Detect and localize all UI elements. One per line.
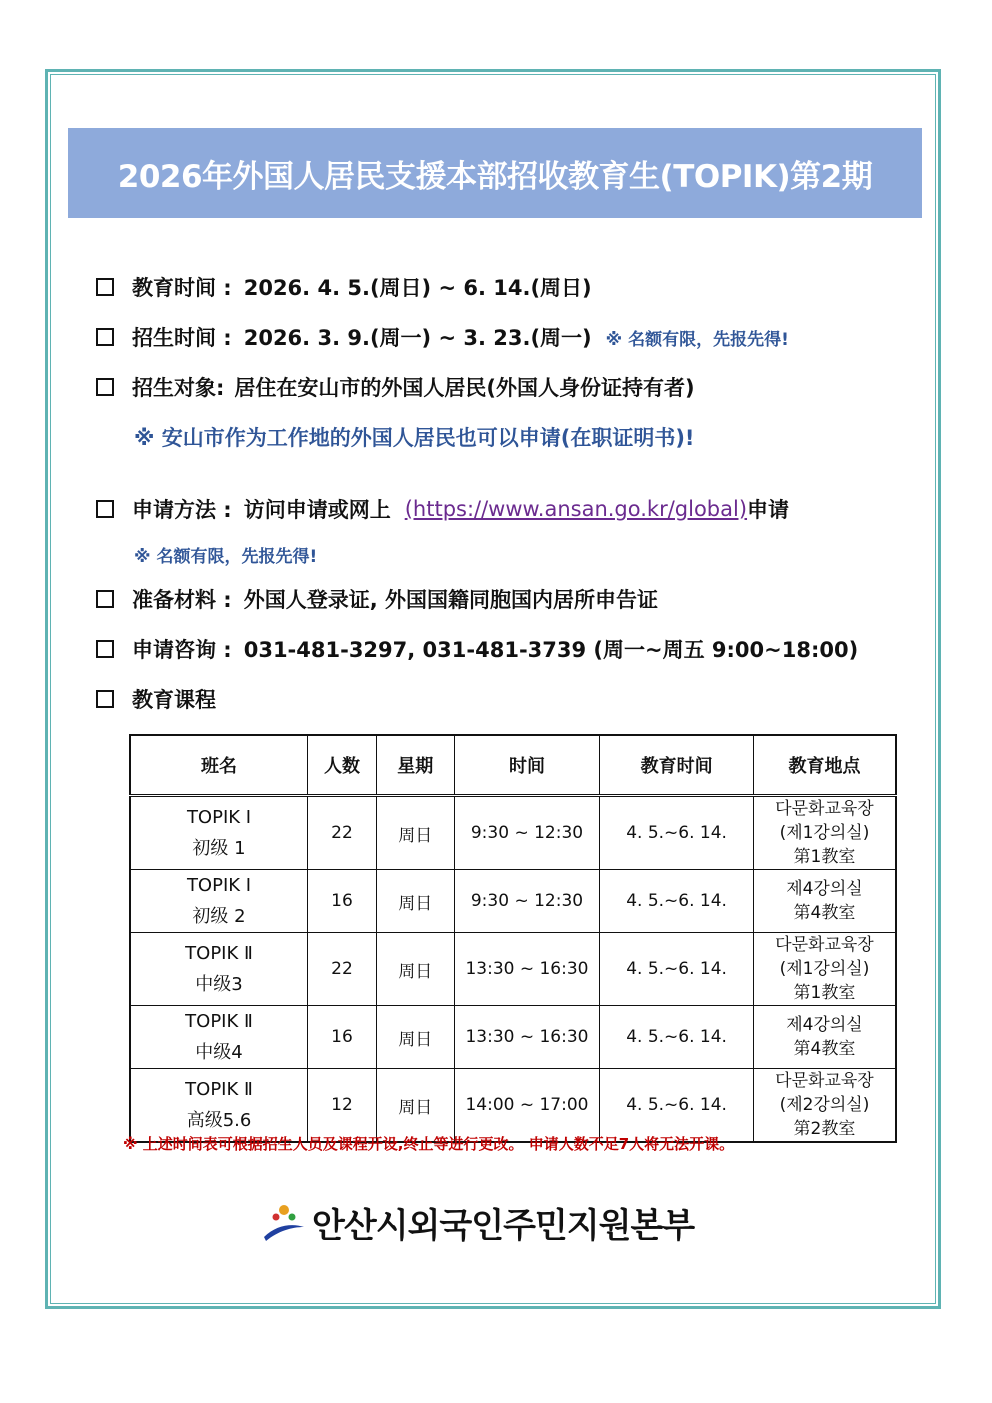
- item-label: 申请方法 :: [132, 498, 232, 522]
- cell-period: 4. 5.~6. 14.: [600, 870, 754, 933]
- header-count: 人数: [308, 735, 377, 796]
- place-room: 第1教室: [793, 983, 856, 1003]
- class-level: TOPIK Ⅱ: [185, 943, 253, 964]
- class-grade: 中级4: [195, 1042, 243, 1063]
- place-line: 다문화교육장: [775, 1071, 874, 1091]
- cell-period: 4. 5.~6. 14.: [600, 933, 754, 1006]
- place-line: 제4강의실: [786, 1015, 863, 1035]
- cell-count: 12: [308, 1069, 377, 1143]
- cell-day: 周日: [376, 933, 454, 1006]
- cell-count: 16: [308, 1006, 377, 1069]
- place-room: 第2教室: [793, 1119, 856, 1139]
- item-label: 教育时间 :: [132, 276, 232, 300]
- place-line: (제1강의실): [779, 959, 870, 979]
- item-value: 居住在安山市的外国人居民(外国人身份证持有者): [234, 376, 695, 400]
- item-enroll-time: [96, 322, 789, 352]
- website-link[interactable]: (https://www.ansan.go.kr/global): [404, 497, 748, 521]
- item-note: ※ 名额有限，先报先得!: [605, 329, 789, 350]
- checkbox-icon: [96, 590, 114, 608]
- cell-period: 4. 5.~6. 14.: [600, 796, 754, 870]
- class-level: TOPIK Ⅰ: [186, 807, 252, 828]
- table-row: [130, 870, 896, 933]
- place-line: 다문화교육장: [775, 935, 874, 955]
- cell-class-name: [130, 1069, 308, 1143]
- place-room: 第4教室: [793, 1039, 856, 1059]
- table-header-row: [130, 735, 896, 796]
- place-line: (제2강의실): [779, 1095, 870, 1115]
- organization-name: 안산시외국인주민지원본부: [312, 1206, 695, 1246]
- cell-place: [753, 933, 896, 1006]
- checkbox-icon: [96, 328, 114, 346]
- logo-emblem-icon: [262, 1203, 306, 1243]
- cell-place: [753, 1006, 896, 1069]
- item-label: 教育课程: [132, 688, 216, 712]
- table-row: [130, 1069, 896, 1143]
- schedule-footnote: ※ 上述时间表可根据招生人员及课程开设,终止等进行更改。 申请人数不足7人将无法开课。: [123, 1135, 735, 1153]
- class-level: TOPIK Ⅱ: [185, 1011, 253, 1032]
- cell-count: 16: [308, 870, 377, 933]
- place-room: 第1教室: [793, 847, 856, 867]
- cell-day: 周日: [376, 870, 454, 933]
- header-period: 教育时间: [600, 735, 754, 796]
- cell-time: 13:30 ~ 16:30: [454, 933, 600, 1006]
- checkbox-icon: [96, 500, 114, 518]
- class-grade: 高级5.6: [186, 1110, 252, 1131]
- cell-day: 周日: [376, 796, 454, 870]
- cell-place: [753, 1069, 896, 1143]
- item-label: 申请咨询 :: [132, 638, 232, 662]
- item-value: 031-481-3297, 031-481-3739 (周一~周五 9:00~18:00): [243, 638, 859, 662]
- cell-period: 4. 5.~6. 14.: [600, 1069, 754, 1143]
- checkbox-icon: [96, 640, 114, 658]
- class-grade: 中级3: [195, 974, 243, 995]
- item-label: 招生时间 :: [132, 326, 232, 350]
- item-education-time: [96, 272, 592, 302]
- item-value: 外国人登录证, 外国国籍同胞国内居所申告证: [243, 588, 659, 612]
- method-note: ※ 名额有限，先报先得!: [134, 547, 318, 567]
- item-method-note: [134, 542, 317, 567]
- cell-time: 9:30 ~ 12:30: [454, 796, 600, 870]
- class-grade: 初级 2: [192, 906, 246, 927]
- table-row: [130, 1006, 896, 1069]
- header-day: 星期: [376, 735, 454, 796]
- cell-class-name: [130, 1006, 308, 1069]
- place-line: (제1강의실): [779, 823, 870, 843]
- cell-place: [753, 796, 896, 870]
- checkbox-icon: [96, 278, 114, 296]
- item-value: 2026. 3. 9.(周一) ~ 3. 23.(周一): [243, 326, 592, 350]
- cell-time: 9:30 ~ 12:30: [454, 870, 600, 933]
- checkbox-icon: [96, 378, 114, 396]
- item-materials: [96, 584, 658, 614]
- title-banner: [68, 128, 922, 218]
- item-label: 招生对象:: [132, 376, 225, 400]
- item-value: 2026. 4. 5.(周日) ~ 6. 14.(周日): [243, 276, 592, 300]
- item-target-note: [134, 422, 695, 452]
- header-time: 时间: [454, 735, 600, 796]
- place-line: 다문화교육장: [775, 799, 874, 819]
- cell-count: 22: [308, 933, 377, 1006]
- item-label: 准备材料 :: [132, 588, 232, 612]
- item-target: [96, 372, 695, 402]
- class-level: TOPIK Ⅰ: [186, 875, 252, 896]
- item-method: [96, 494, 789, 524]
- class-grade: 初级 1: [192, 838, 246, 859]
- class-level: TOPIK Ⅱ: [185, 1079, 253, 1100]
- item-suffix: 申请: [747, 498, 790, 522]
- cell-time: 13:30 ~ 16:30: [454, 1006, 600, 1069]
- cell-day: 周日: [376, 1069, 454, 1143]
- courses-table: [129, 734, 897, 1143]
- target-note: ※ 安山市作为工作地的外国人居民也可以申请(在职证明书)!: [134, 426, 695, 450]
- table-row: [130, 933, 896, 1006]
- cell-class-name: [130, 796, 308, 870]
- place-line: 제4강의실: [786, 879, 863, 899]
- cell-time: 14:00 ~ 17:00: [454, 1069, 600, 1143]
- page-title: 2026年外国人居民支援本部招收教育生(TOPIK)第2期: [117, 158, 873, 195]
- cell-place: [753, 870, 896, 933]
- organization-logo: [262, 1198, 694, 1247]
- item-courses: [96, 684, 216, 714]
- cell-count: 22: [308, 796, 377, 870]
- cell-class-name: [130, 870, 308, 933]
- place-room: 第4教室: [793, 903, 856, 923]
- header-place: 教育地点: [753, 735, 896, 796]
- checkbox-icon: [96, 690, 114, 708]
- header-class-name: 班名: [130, 735, 308, 796]
- item-value: 访问申请或网上: [243, 498, 391, 522]
- item-consult: [96, 634, 858, 664]
- cell-period: 4. 5.~6. 14.: [600, 1006, 754, 1069]
- cell-day: 周日: [376, 1006, 454, 1069]
- table-row: [130, 796, 896, 870]
- cell-class-name: [130, 933, 308, 1006]
